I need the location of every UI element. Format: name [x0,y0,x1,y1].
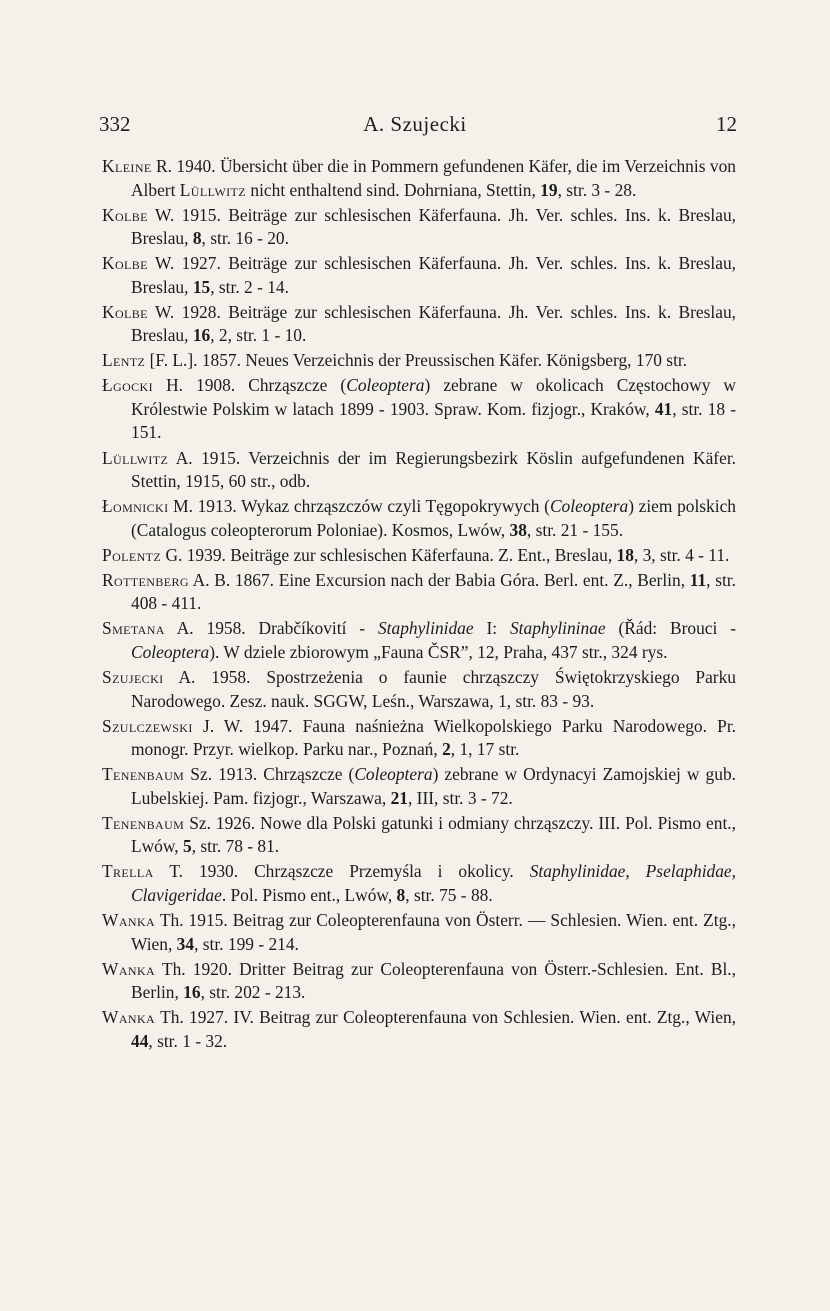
reference-entry [102,301,736,348]
reference-text: , III, str. 3 - 72. [407,787,513,808]
reference-author: Kolbe [102,204,148,225]
reference-text: A. 1958. Spostrzeżenia o faunie chrząszczy Świętokrzyskiego Parku Narodowego. Zesz. nauk. SGGW, Leśn., Warszawa, 1, str. 83 - 93. [131,667,736,711]
reference-text: ) ziem polskich (Catalogus coleopterorum Poloniae). Kosmos, Lwów, [131,496,737,540]
reference-entry [102,374,736,445]
reference-text: 16 [183,982,201,1003]
reference-text: , str. 199 - 214. [194,933,299,954]
reference-text: W. 1915. Beiträge zur schlesischen Käferfauna. Jh. Ver. schles. Ins. k. Breslau, Breslau, [131,204,736,249]
reference-text: , str. 408 - 411. [131,569,736,614]
reference-author: Szulczewski [102,715,193,736]
reference-author: Łomnicki [102,496,169,517]
reference-entry [102,349,736,373]
reference-text: Lüllwitz [179,179,247,200]
reference-text: W. 1927. Beiträge zur schlesischen Käferfauna. Jh. Ver. schles. Ins. k. Breslau, Breslau, [131,253,736,297]
reference-author: Lentz [102,350,146,371]
reference-text: 41 [654,398,673,419]
reference-text: ). W dziele zbiorowym „Fauna ČSR”, 12, Praha, 437 str., 324 rys. [209,641,668,662]
reference-text: 8 [192,228,202,249]
reference-author: Tenenbaum [102,764,185,785]
reference-text: 44 [131,1030,149,1051]
reference-author: Kolbe [102,253,148,274]
reference-author: Wanka [102,1007,156,1028]
reference-text: 5 [183,836,192,857]
reference-entry [102,447,736,494]
reference-text: , 2, str. 1 - 10. [210,325,307,346]
reference-text: Coleoptera [354,764,433,785]
reference-text: , str. 202 - 213. [200,982,306,1003]
reference-text: A. 1958. Drabčíkovití - [164,618,378,639]
reference-text: 11 [689,569,707,590]
reference-text: Th. 1927. IV. Beitrag zur Coleopterenfauna von Schlesien. Wien. ent. Ztg., Wien, [155,1007,736,1028]
reference-text: , 1, 17 str. [450,739,520,760]
reference-author: Kleine [102,156,152,176]
running-title: A. Szujecki [363,112,467,136]
page-number: 332 [99,112,131,136]
reference-text: Coleoptera [346,375,425,396]
reference-text: 18 [616,544,634,565]
reference-text: 16 [192,325,211,346]
reference-text: J. W. 1947. Fauna naśnieżna Wielkopolskiego Parku Narodowego. Pr. monogr. Przyr. wielkop. Parku nar., Poznań, [131,715,736,760]
reference-entry [102,204,736,251]
reference-text: , str. 21 - 155. [526,519,624,540]
reference-author: Wanka [102,910,156,930]
reference-text: Coleoptera [549,496,629,517]
reference-entry [102,860,736,907]
reference-list [102,155,736,1055]
reference-entry [102,958,736,1005]
reference-author: Polentz [102,544,162,565]
reference-entry [102,617,736,664]
reference-text: Th. 1920. Dritter Beitrag zur Coleopterenfauna von Österr.-Schlesien. Ent. Bl., Berlin, [131,958,736,1003]
reference-text: G. 1939. Beiträge zur schlesischen Käferfauna. Z. Ent., Breslau, [161,544,617,565]
reference-text: 34 [176,933,195,954]
reference-author: Rottenberg [102,569,189,590]
reference-entry [102,495,736,542]
reference-text: 8 [396,884,406,905]
reference-text: , str. 18 - 151. [131,398,736,443]
reference-text: I: [473,618,510,639]
reference-text: [F. L.]. 1857. Neues Verzeichnis der Preussischen Käfer. Königsberg, 170 str. [145,350,688,371]
reference-author: Kolbe [102,301,148,322]
reference-text: , str. 75 - 88. [405,884,493,905]
reference-author: Smetana [102,618,165,639]
reference-author: Wanka [102,958,156,979]
reference-text: 38 [509,519,527,540]
reference-text: A. B. 1867. Eine Excursion nach der Babia Góra. Berl. ent. Z., Berlin, [188,569,690,590]
reference-text: , str. 16 - 20. [201,228,289,249]
reference-text: 19 [540,179,558,200]
reference-text: H. 1908. Chrząszcze ( [153,375,347,396]
reference-entry [102,909,736,956]
reference-text: , str. 1 - 32. [148,1030,228,1051]
reference-entry [102,715,736,762]
reference-text: W. 1928. Beiträge zur schlesischen Käferfauna. Jh. Ver. schles. Ins. k. Breslau, Breslau, [131,301,736,346]
reference-text: , str. 78 - 81. [191,836,280,857]
reference-author: Lüllwitz [102,447,169,468]
reference-text: A. 1915. Verzeichnis der im Regierungsbezirk Köslin aufgefundenen Käfer. Stettin, 1915, 60 str., odb. [131,447,736,492]
reference-text: ) zebrane w Ordynacyi Zamojskiej w gub. Lubelskiej. Pam. fizjogr., Warszawa, [131,764,736,808]
page-header [0,112,830,142]
reference-text: . Pol. Pismo ent., Lwów, [221,884,397,905]
reference-entry [102,544,736,568]
reference-text: Staphylinidae [377,618,474,639]
reference-text: Coleoptera [131,641,210,662]
section-number: 12 [716,112,737,136]
reference-text: 2 [442,739,451,760]
reference-entry [102,252,736,299]
reference-text: , str. 3 - 28. [557,179,637,200]
reference-author: Szujecki [102,667,164,688]
reference-text: ) zebrane w okolicach Częstochowy w Królestwie Polskim w latach 1899 - 1903. Spraw. Kom. fizjogr., Kraków, [131,375,736,419]
reference-text: Staphylinidae, Pselaphidae, Clavigeridae [131,861,736,905]
reference-text: nicht enthaltend sind. Dohrniana, Stettin, [246,179,541,200]
reference-text: T. 1930. Chrząszcze Przemyśla i okolicy. [153,861,530,882]
reference-entry [102,812,736,859]
reference-author: Łgocki [102,375,154,396]
reference-text: Sz. 1913. Chrząszcze ( [184,764,355,785]
reference-text: Sz. 1926. Nowe dla Polski gatunki i odmiany chrząszczy. III. Pol. Pismo ent., Lwów, [131,812,736,857]
reference-entry [102,1006,736,1053]
reference-entry [102,155,736,202]
reference-text: M. 1913. Wykaz chrząszczów czyli Tęgopokrywych ( [168,496,550,517]
reference-author: Tenenbaum [102,812,185,833]
reference-text: , str. 2 - 14. [210,276,289,297]
reference-entry [102,666,736,713]
reference-text: R. 1940. Übersicht über die in Pommern gefundenen Käfer, die im Verzeichnis von Albert [131,156,736,200]
reference-text: 21 [390,787,408,808]
reference-text: , 3, str. 4 - 11. [633,544,730,565]
reference-text: Th. 1915. Beitrag zur Coleopterenfauna von Österr. — Schlesien. Wien. ent. Ztg., Wien, [131,910,736,954]
reference-entry [102,763,736,810]
reference-text: Staphylininae [509,618,606,639]
reference-text: 15 [192,276,211,297]
reference-entry [102,569,736,616]
reference-author: Trella [102,861,154,882]
reference-text: (Řád: Brouci - [605,618,736,639]
